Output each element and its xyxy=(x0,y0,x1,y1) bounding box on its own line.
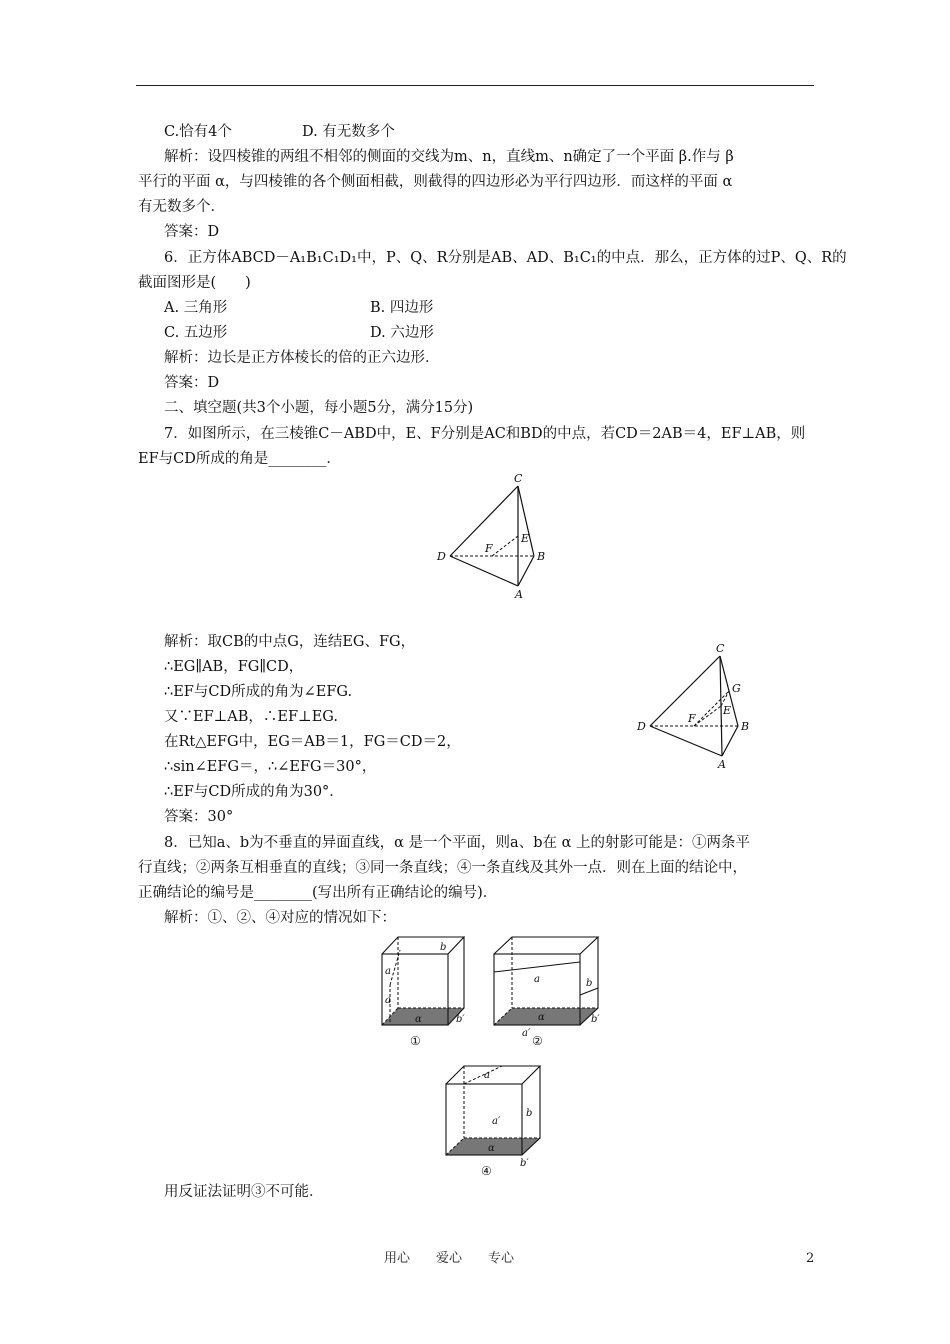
q8-stem: 正确结论的编号是________(写出所有正确结论的编号)． xyxy=(138,885,498,901)
edge-da xyxy=(650,726,722,756)
q5-analysis-line: 有无数多个． xyxy=(138,199,225,215)
header-rule xyxy=(136,85,814,86)
label-a-prime: a′ xyxy=(522,1028,531,1039)
edge-ba xyxy=(722,726,738,756)
line-b xyxy=(580,988,598,995)
label-a: a xyxy=(385,966,391,977)
label-b: b xyxy=(440,942,447,953)
label-f: F xyxy=(485,542,493,555)
q6-option-d: D. 六边形 xyxy=(370,325,434,341)
label-a-prime: a xyxy=(385,995,391,1006)
box-top-edges xyxy=(494,937,598,954)
plane-alpha xyxy=(382,1008,464,1025)
label-b: B xyxy=(537,550,546,563)
label-a: A xyxy=(515,588,523,601)
q8-conclusion: 用反证法证明③不可能． xyxy=(164,1184,324,1200)
q8-stem: 8．已知a、b为不垂直的异面直线，α 是一个平面，则a、b在 α 上的射影可能是：①两条平 xyxy=(164,835,750,851)
q6-option-b: B. 四边形 xyxy=(370,300,434,316)
edge-cd xyxy=(650,656,720,726)
q7-stem: 7．如图所示，在三棱锥C－ABD中，E、F分别是AC和BD的中点，若CD＝2AB＝4，EF⊥AB，则 xyxy=(164,426,806,442)
q5-option-d: D. 有无数多个 xyxy=(302,124,395,140)
tetrahedron-with-g-figure xyxy=(630,640,760,775)
label-alpha: α xyxy=(415,1014,422,1025)
q5-analysis-line: 平行的平面 α，与四棱锥的各个侧面相截，则截得的四边形必为平行四边形．而这样的平面 α xyxy=(138,174,733,190)
tetrahedron-figure xyxy=(430,470,560,605)
q7-analysis-line: 在Rt△EFG中，EG＝AB＝1，FG＝CD＝2， xyxy=(164,734,461,750)
q7-analysis-line: ∴EF与CD所成的角为∠EFG. xyxy=(164,684,353,700)
label-b: B xyxy=(741,720,750,733)
caption-4: ④ xyxy=(481,1164,492,1178)
q7-analysis-line: 又∵EF⊥AB，∴EF⊥EG. xyxy=(164,709,338,725)
label-a: a xyxy=(484,1070,490,1081)
q8-analysis: 解析：①、②、④对应的情况如下： xyxy=(164,910,396,926)
label-c: C xyxy=(514,472,523,485)
q7-analysis-line: ∴EF与CD所成的角为30°． xyxy=(164,784,344,800)
label-a-prime: a′ xyxy=(492,1116,501,1127)
q7-analysis-line: ∴EG∥AB，FG∥CD， xyxy=(164,659,304,675)
label-a: a xyxy=(534,974,540,985)
label-alpha: α xyxy=(488,1143,495,1154)
q6-answer: 答案：D xyxy=(164,375,220,391)
label-a: A xyxy=(718,758,726,771)
label-d: D xyxy=(437,550,446,563)
label-e: E xyxy=(521,532,530,545)
label-f: F xyxy=(688,712,696,725)
label-b-prime: b′ xyxy=(591,1014,600,1025)
q5-answer: 答案：D xyxy=(164,224,220,240)
segment-ef xyxy=(694,706,721,726)
box-figure-2 xyxy=(488,930,618,1050)
q6-stem: 截面图形是( ) xyxy=(138,275,251,291)
q5-option-c: C.恰有4个 xyxy=(164,124,232,140)
box-figure-1 xyxy=(376,930,476,1050)
label-b-prime: b′ xyxy=(520,1158,529,1169)
label-alpha: α xyxy=(538,1012,545,1023)
section-title: 二、填空题(共3个小题，每小题5分，满分15分) xyxy=(164,400,474,416)
edge-cb xyxy=(518,486,534,556)
label-d: D xyxy=(637,720,646,733)
box-top-edges xyxy=(446,1066,540,1084)
q6-option-c: C. 五边形 xyxy=(164,325,228,341)
q7-answer: 答案：30° xyxy=(164,809,234,825)
edge-cd xyxy=(450,486,518,556)
box-top-edges xyxy=(382,937,464,954)
edge-da xyxy=(450,556,518,586)
q7-stem: EF与CD所成的角是________． xyxy=(138,451,341,467)
label-b-prime: b′ xyxy=(456,1014,465,1025)
footer-motto: 用心 爱心 专心 xyxy=(384,1251,515,1266)
q7-analysis-line: ∴sin∠EFG＝，∴∠EFG＝30°， xyxy=(164,759,377,775)
label-g: G xyxy=(732,682,741,695)
label-b: b xyxy=(586,978,593,989)
q7-analysis-line: 解析：取CB的中点G，连结EG、FG， xyxy=(164,634,416,650)
q8-stem: 行直线；②两条互相垂直的直线；③同一条直线；④一条直线及其外一点．则在上面的结论中， xyxy=(138,860,747,876)
caption-1: ① xyxy=(410,1034,421,1048)
label-c: C xyxy=(716,642,725,655)
edge-ba xyxy=(518,556,534,586)
caption-2: ② xyxy=(532,1034,543,1048)
q6-stem: 6．正方体ABCD－A₁B₁C₁D₁中，P、Q、R分别是AB、AD、B₁C₁的中点．那么，正方体的过P、Q、R的 xyxy=(164,250,847,266)
segment-ef xyxy=(492,536,518,556)
box-figure-4 xyxy=(440,1052,550,1177)
q6-analysis: 解析：边长是正方体棱长的倍的正六边形． xyxy=(164,350,440,366)
label-b: b xyxy=(526,1108,533,1119)
label-e: E xyxy=(723,704,732,717)
q5-analysis-line: 解析：设四棱锥的两组不相邻的侧面的交线为m、n，直线m、n确定了一个平面 β.作与 β xyxy=(164,149,734,165)
page-number: 2 xyxy=(806,1251,815,1266)
q6-option-a: A. 三角形 xyxy=(164,300,228,316)
line-a-dashed xyxy=(464,1066,502,1084)
line-a xyxy=(494,962,580,972)
